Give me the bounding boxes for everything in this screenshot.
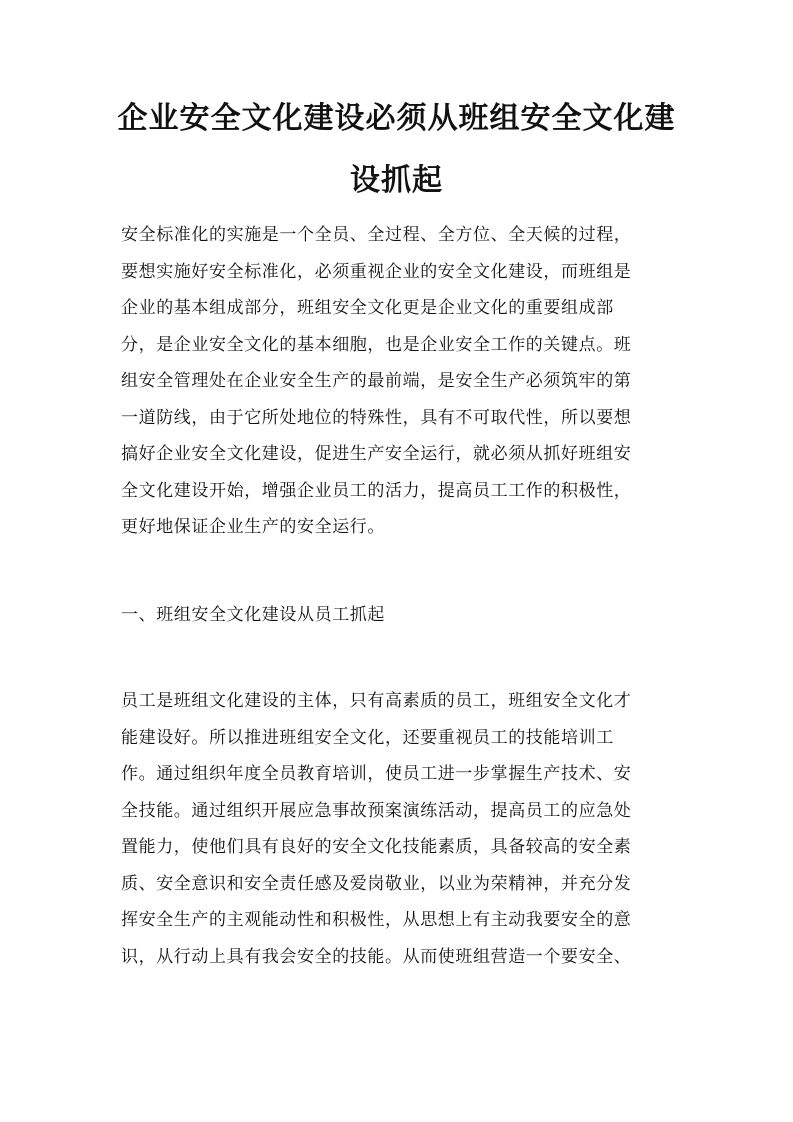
text-line: 全技能。通过组织开展应急事故预案演练活动，提高员工的应急处 <box>121 800 632 821</box>
text-line: 一道防线，由于它所处地位的特殊性，具有不可取代性，所以要想 <box>121 407 632 428</box>
text-line: 企业的基本组成部分，班组安全文化更是企业文化的重要组成部 <box>121 298 614 318</box>
text-line: 质、安全意识和安全责任感及爱岗敬业，以业为荣精神，并充分发 <box>121 873 632 894</box>
paragraph-intro <box>121 217 681 546</box>
text-line: 要想实施好安全标准化，必须重视企业的安全文化建设，而班组是 <box>121 261 632 282</box>
title-line: 企业安全文化建设必须从班组安全文化建 <box>117 101 676 136</box>
text-line: 组安全管理处在企业安全生产的最前端，是安全生产必须筑牢的第 <box>121 371 632 391</box>
paragraph-section1 <box>121 683 681 975</box>
text-line: 搞好企业安全文化建设，促进生产安全运行，就必须从抓好班组安 <box>121 444 632 464</box>
text-line: 识，从行动上具有我会安全的技能。从而使班组营造一个要安全、 <box>121 946 632 967</box>
text-line: 挥安全生产的主观能动性和积极性，从思想上有主动我要安全的意 <box>121 910 632 930</box>
document-title <box>110 88 683 212</box>
text-line: 全文化建设开始，增强企业员工的活力，提高员工工作的积极性， <box>121 480 632 501</box>
text-line: 能建设好。所以推进班组安全文化，还要重视员工的技能培训工 <box>121 727 614 748</box>
text-line: 更好地保证企业生产的安全运行。 <box>121 517 385 537</box>
text-line: 置能力，使他们具有良好的安全文化技能素质，具备较高的安全素 <box>121 837 632 857</box>
text-line: 员工是班组文化建设的主体，只有高素质的员工，班组安全文化才 <box>121 691 632 711</box>
section-heading-text: 一、班组安全文化建设从员工抓起 <box>121 605 385 625</box>
title-line: 设抓起 <box>350 163 443 198</box>
text-line: 安全标准化的实施是一个全员、全过程、全方位、全天候的过程， <box>121 225 632 245</box>
text-line: 分，是企业安全文化的基本细胞，也是企业安全工作的关键点。班 <box>121 334 632 355</box>
section-heading <box>121 597 681 634</box>
text-line: 作。通过组织年度全员教育培训，使员工进一步掌握生产技术、安 <box>121 764 632 784</box>
